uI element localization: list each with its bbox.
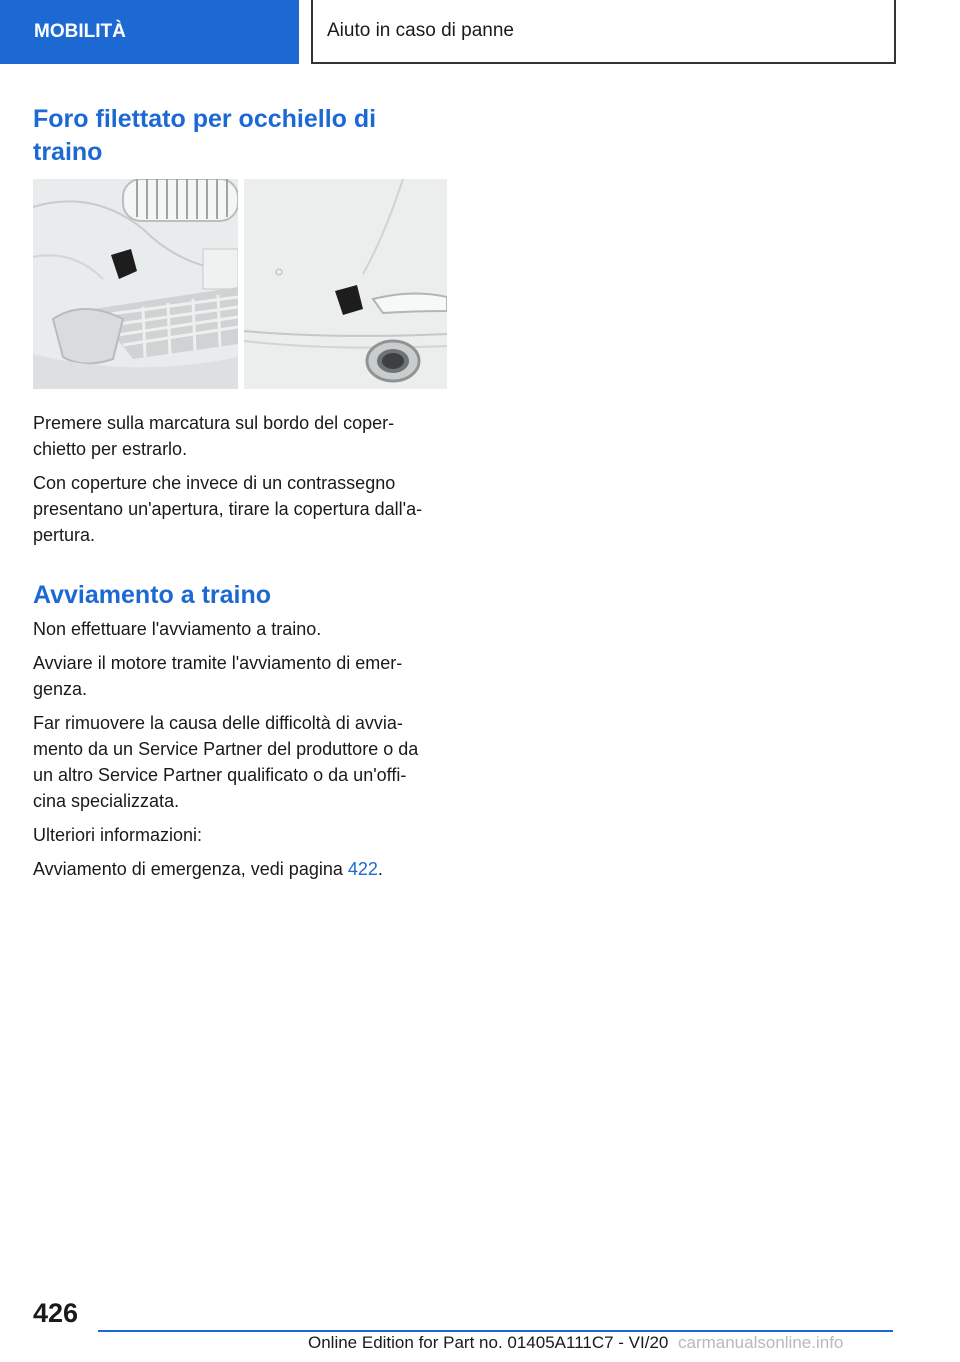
heading-tow-eye-thread: Foro filettato per occhiello di traino [33,105,377,166]
footer-divider [98,1330,893,1332]
paragraph: Premere sulla marcatura sul bordo del coper‐ chietto per estrarlo. [33,413,395,459]
bumper-illustration [33,179,447,389]
edition-text: Online Edition for Part no. 01405A111C7 - VI/20 [308,1333,669,1352]
paragraph: Avviare il motore tramite l'avviamento di emer‐ genza. [33,653,403,699]
watermark: carmanualsonline.info [678,1333,844,1352]
paragraph: Con coperture che invece di un contrassegno presentano un'apertura, tirare la copertura dall'a‐ pertura. [33,473,423,545]
section-title: MOBILITÀ [34,21,126,42]
tow-start-instructions [33,616,447,890]
subsection-title: Aiuto in caso di panne [327,20,514,41]
paragraph: Ulteriori informazioni: [33,825,203,845]
tow-eye-instructions [33,410,447,556]
page-link[interactable]: 422 [347,859,378,879]
exhaust-icon [367,341,419,381]
paragraph: Avviamento di emergenza, vedi pagina 422. [33,859,383,879]
section-tab [0,0,299,64]
subsection-header [311,0,896,64]
grille-icon [123,179,238,221]
paragraph: Non effettuare l'avviamento a traino. [33,619,322,639]
heading-tow-start: Avviamento a traino [33,581,272,609]
paragraph: Far rimuovere la causa delle difficoltà di avvia‐ mento da un Service Partner del produttore o da un altro Service Partner qualificato o da un'offi‐ cina specializzata. [33,713,419,811]
page-number: 426 [33,1298,79,1328]
